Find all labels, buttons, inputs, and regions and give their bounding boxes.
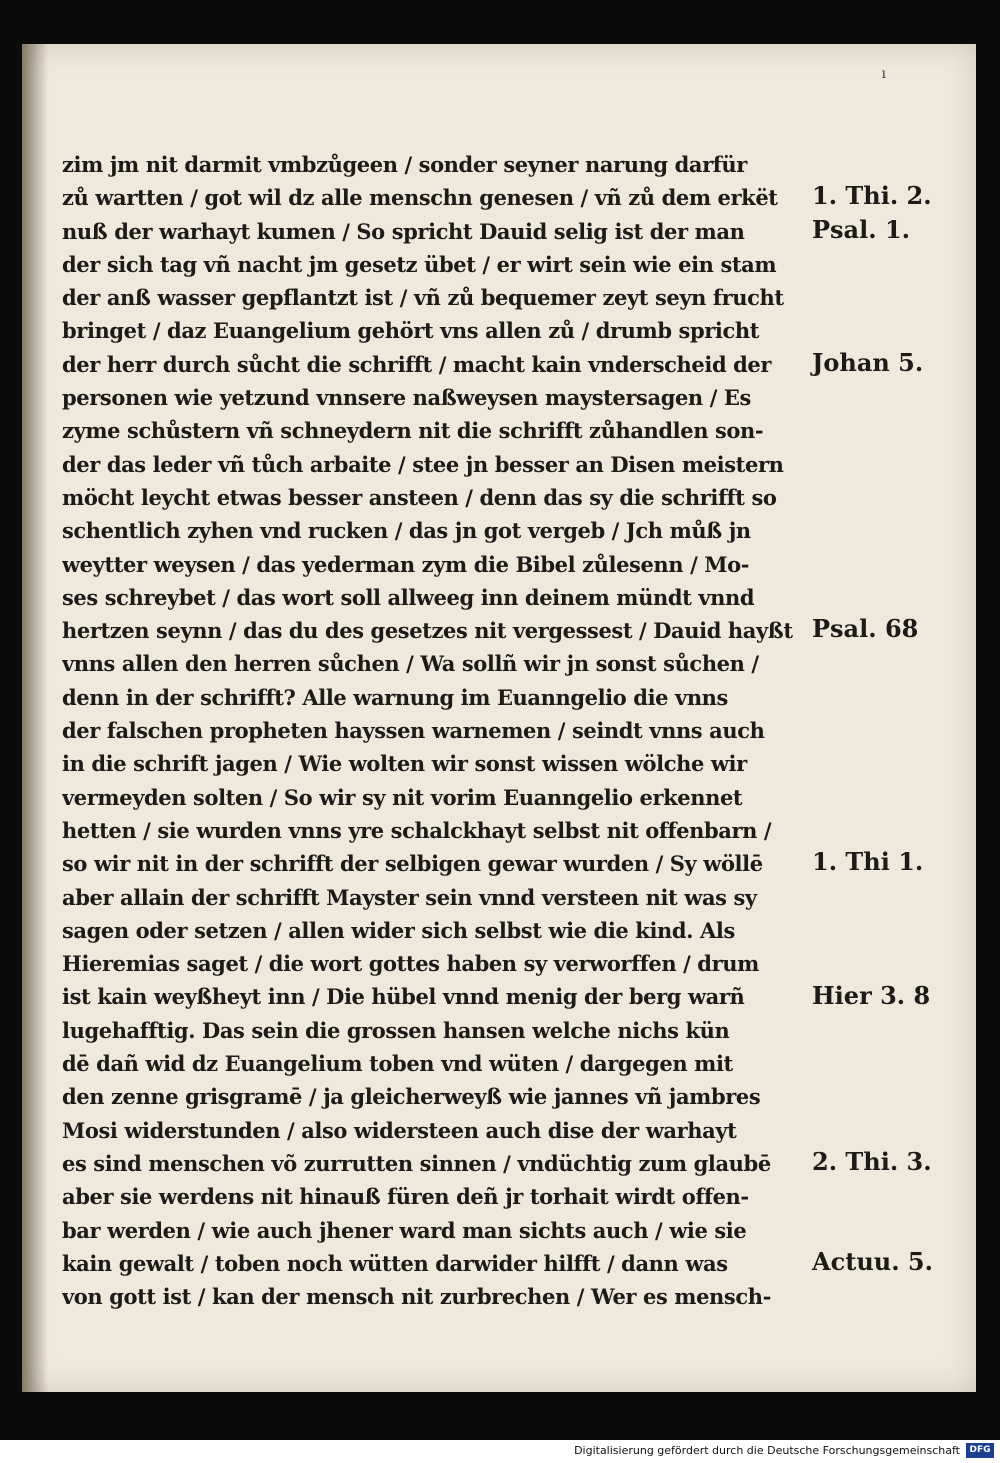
body-text xyxy=(62,148,802,1313)
text-line: es sind menschen võ zurrutten sinnen / vndüchtig zum glaubē xyxy=(62,1150,771,1176)
text-line: der sich tag vñ nacht jm gesetz übet / er wirt sein wie ein stam xyxy=(62,251,777,277)
margin-note: Actuu. 5. xyxy=(812,1246,933,1276)
text-line: vermeyden solten / So wir sy nit vorim Euanngelio erkennet xyxy=(62,784,743,810)
text-line: zyme schůstern vñ schneydern nit die schrifft zůhandlen son- xyxy=(62,418,764,444)
text-line: bar werden / wie auch jhener ward man sichts auch / wie sie xyxy=(62,1217,747,1243)
margin-note: Hier 3. 8 xyxy=(812,980,931,1010)
margin-note: 1. Thi. 2. xyxy=(812,181,932,211)
margin-note: 2. Thi. 3. xyxy=(812,1147,932,1176)
footer-bar xyxy=(0,1440,1000,1463)
text-line: den zenne grisgramē / ja gleicherweyß wie jannes vñ jambres xyxy=(62,1084,761,1110)
text-line: Mosi widerstunden / also widersteen auch dise der warhayt xyxy=(62,1117,737,1143)
text-line: denn in der schrifft? Alle warnung im Euanngelio die vnns xyxy=(62,684,728,710)
text-line: ses schreybet / das wort soll allweeg inn deinem mündt vnnd xyxy=(62,584,755,610)
text-line: der das leder vñ tůch arbaite / stee jn besser an Disen meistern xyxy=(62,451,784,477)
text-line: zim jm nit darmit vmbzůgeen / sonder seyner narung darfür xyxy=(62,152,747,177)
text-line: in die schrift jagen / Wie wolten wir sonst wissen wölche wir xyxy=(62,751,747,777)
text-line: der herr durch sůcht die schrifft / macht kain vnderscheid der xyxy=(62,351,772,377)
text-line: so wir nit in der schrifft der selbigen gewar wurden / Sy wöllē xyxy=(62,851,763,877)
text-line: lugehafftig. Das sein die grossen hansen welche nichs kün xyxy=(62,1017,730,1043)
spine-shadow xyxy=(22,44,48,1392)
text-line: aber allain der schrifft Mayster sein vnnd versteen nit was sy xyxy=(62,884,757,910)
text-line: vnns allen den herren sůchen / Wa sollñ wir jn sonst sůchen / xyxy=(62,651,759,677)
funding-notice[interactable]: Digitalisierung gefördert durch die Deutsche Forschungsgemeinschaft xyxy=(574,1444,960,1457)
text-line: hertzen seynn / das du des gesetzes nit vergessest / Dauid hayßt xyxy=(62,618,793,644)
text-line: ist kain weyßheyt inn / Die hübel vnnd menig der berg warñ xyxy=(62,984,745,1010)
text-line: der anß wasser gepflantzt ist / vñ zů bequemer zeyt seyn frucht xyxy=(62,285,784,311)
margin-note: Psal. 68 xyxy=(812,614,919,644)
text-line: der falschen propheten hayssen warnemen / seindt vnns auch xyxy=(62,718,765,744)
book-page xyxy=(22,44,976,1392)
text-line: zů wartten / got wil dz alle menschn genesen / vñ zů dem erkët xyxy=(62,185,778,211)
text-line: bringet / daz Euangelium gehört vns allen zů / drumb spricht xyxy=(62,318,760,344)
text-line: weytter weysen / das yederman zym die Bibel zůlesenn / Mo- xyxy=(62,551,750,577)
text-line: möcht leycht etwas besser ansteen / denn das sy die schrifft so xyxy=(62,484,777,510)
text-line: hetten / sie wurden vnns yre schalckhayt selbst nit offenbarn / xyxy=(62,817,772,843)
text-line: personen wie yetzund vnnsere naßweysen maystersagen / Es xyxy=(62,385,751,411)
text-line: nuß der warhayt kumen / So spricht Dauid selig ist der man xyxy=(62,218,745,244)
dfg-logo-icon[interactable]: DFG xyxy=(966,1443,994,1458)
text-line: schentlich zyhen vnd rucken / das jn got vergeb / Jch můß jn xyxy=(62,518,751,544)
margin-note: Psal. 1. xyxy=(812,214,910,244)
text-line: dē dañ wid dz Euangelium toben vnd wüten / dargegen mit xyxy=(62,1051,733,1077)
margin-note: Johan 5. xyxy=(812,347,924,377)
text-line: von gott ist / kan der mensch nit zurbrechen / Wer es mensch- xyxy=(62,1284,771,1310)
text-line: sagen oder setzen / allen wider sich selbst wie die kind. Als xyxy=(62,917,735,943)
page-corner-mark: ı xyxy=(881,66,886,82)
text-line: kain gewalt / toben noch wütten darwider hilfft / dann was xyxy=(62,1250,728,1276)
margin-note: 1. Thi 1. xyxy=(812,847,924,877)
text-line: aber sie werdens nit hinauß füren deñ jr torhait wirdt offen- xyxy=(62,1184,749,1210)
text-line: Hieremias saget / die wort gottes haben sy verworffen / drum xyxy=(62,951,759,977)
